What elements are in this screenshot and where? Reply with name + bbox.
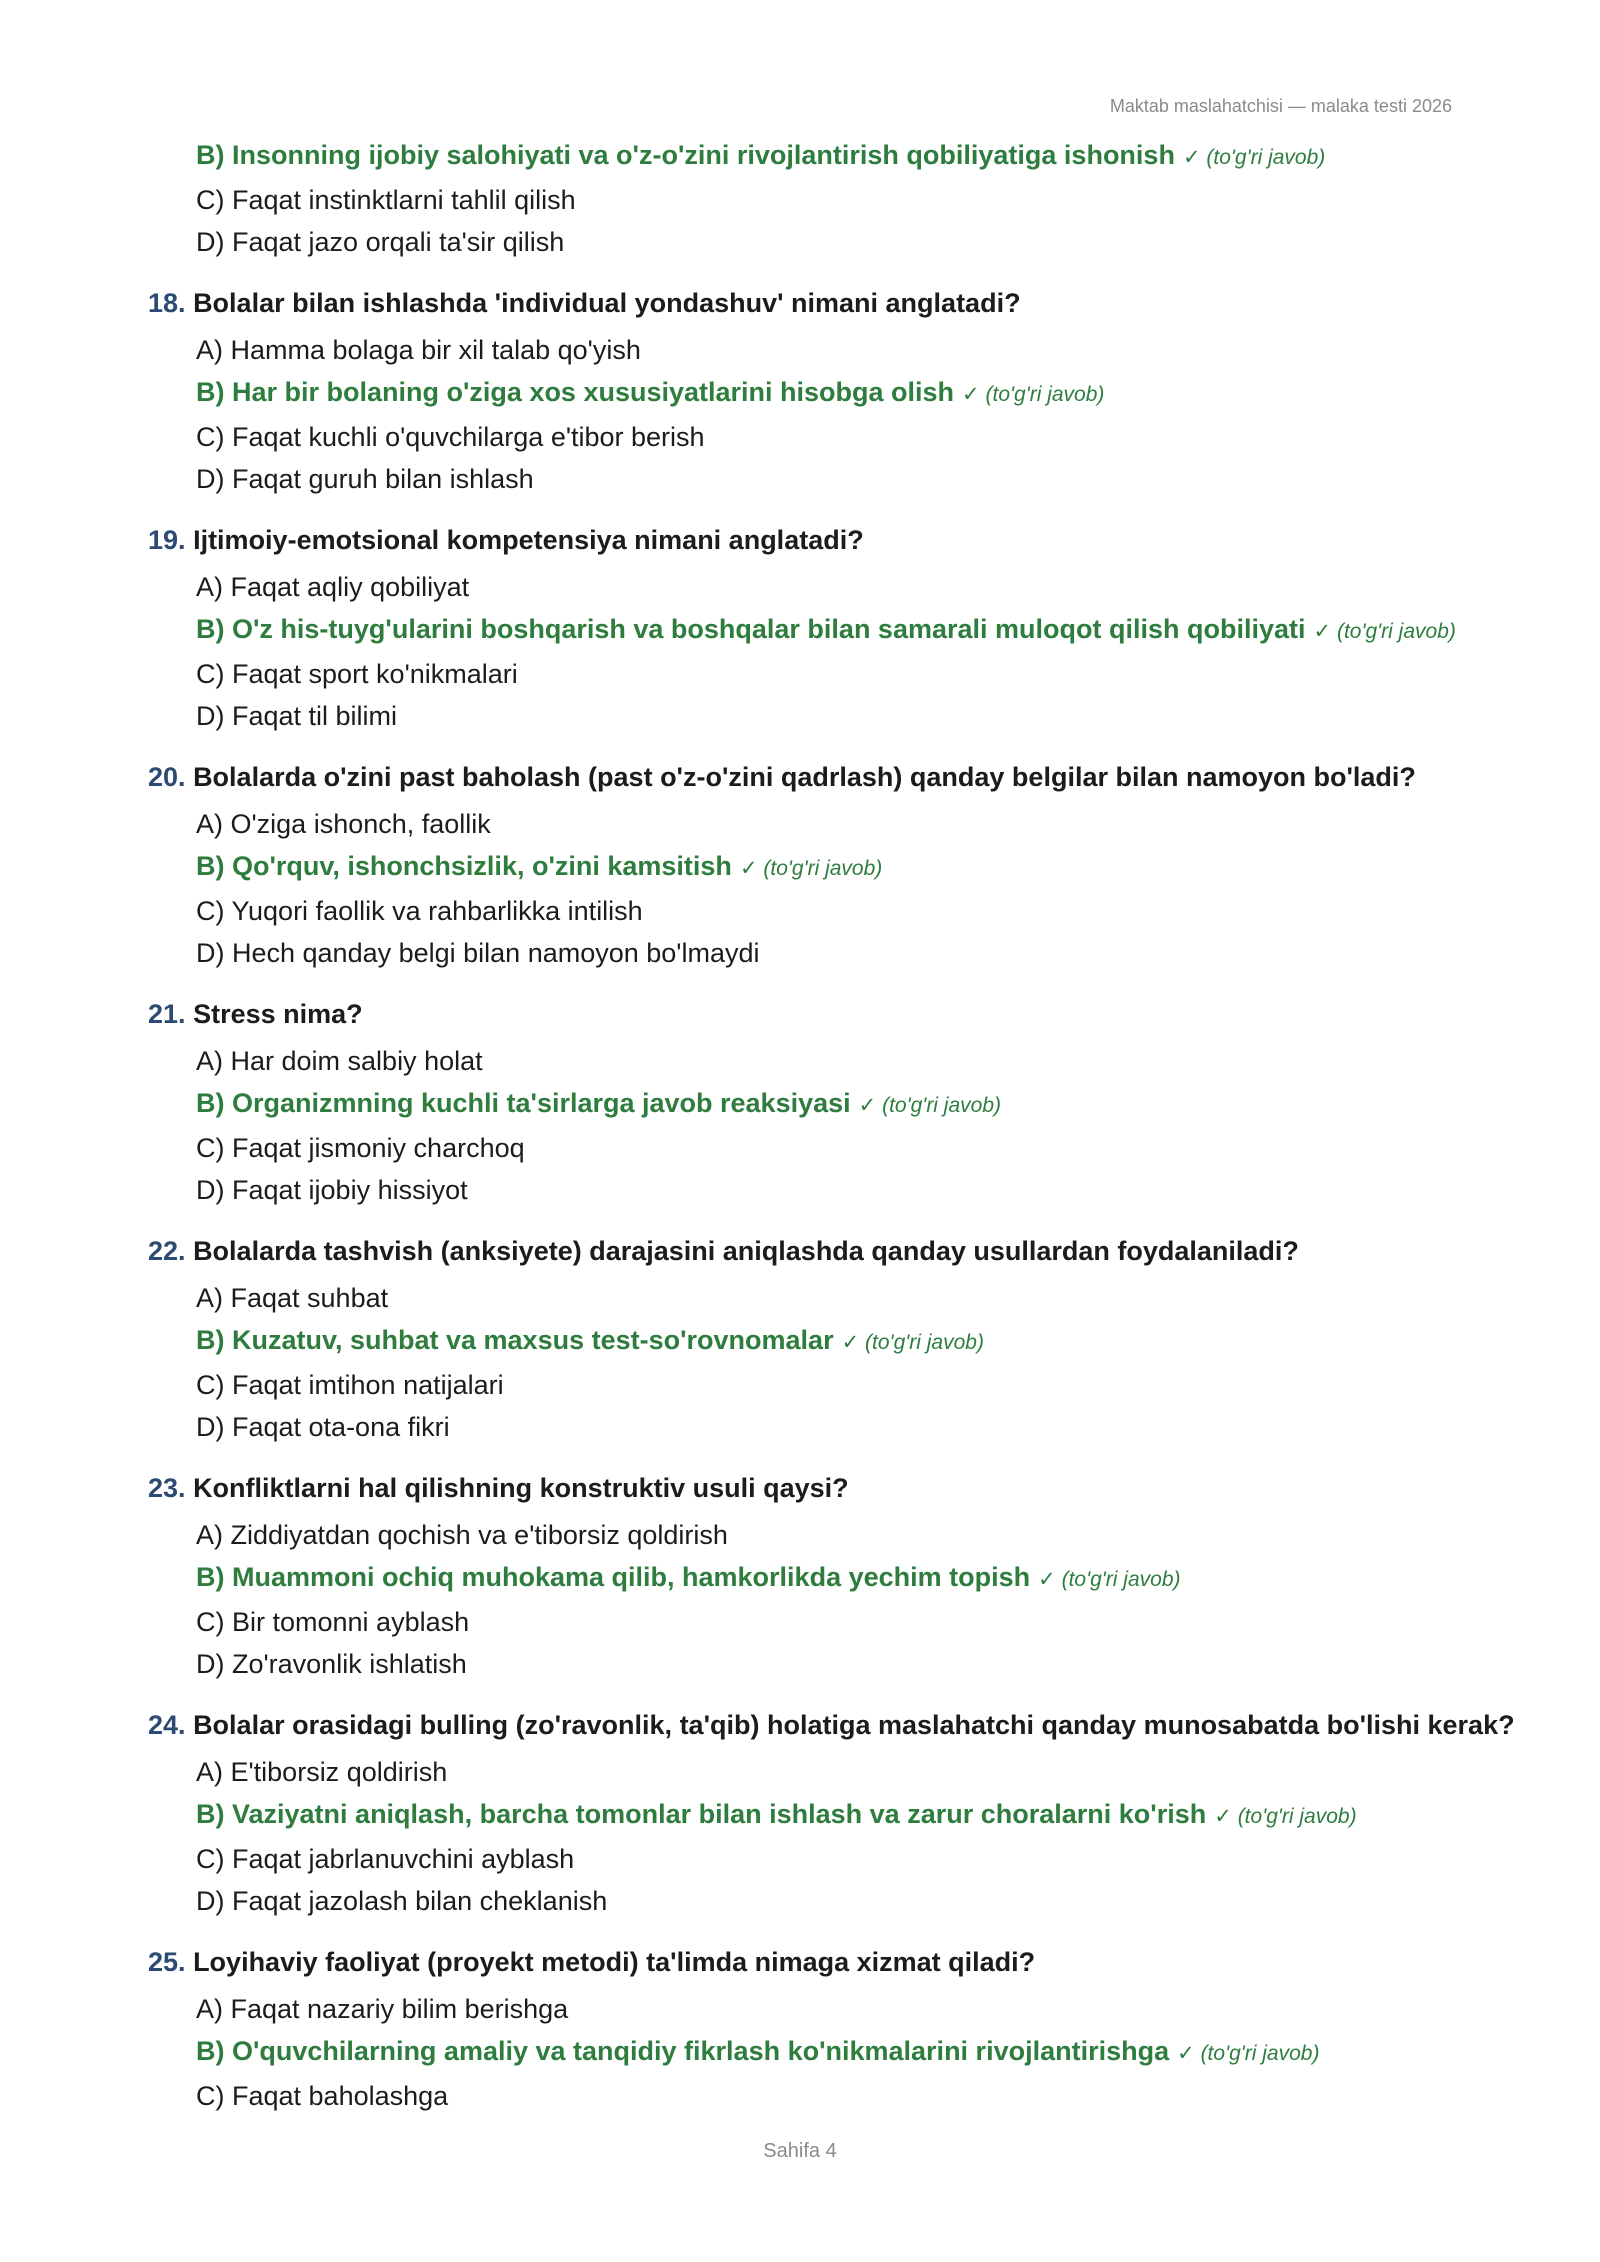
answer-option-correct <box>148 1793 1490 1838</box>
answer-option <box>148 221 1490 263</box>
option-text: A) Faqat suhbat <box>196 1283 389 1313</box>
option-text: C) Faqat jabrlanuvchini ayblash <box>196 1844 575 1874</box>
option-text: D) Faqat jazo orqali ta'sir qilish <box>196 227 565 257</box>
question-text: Stress nima? <box>193 999 363 1029</box>
question-number: 23. <box>148 1473 186 1503</box>
answer-option <box>148 179 1490 221</box>
option-text: D) Faqat til bilimi <box>196 701 398 731</box>
question-block <box>148 994 1490 1211</box>
question-heading <box>148 520 1490 560</box>
question-number: 20. <box>148 762 186 792</box>
question-number: 19. <box>148 525 186 555</box>
correct-answer-label: (to'g'ri javob) <box>1061 1568 1181 1591</box>
answer-option <box>148 1514 1490 1556</box>
answer-option <box>148 653 1490 695</box>
option-text: C) Bir tomonni ayblash <box>196 1607 470 1637</box>
option-text: A) E'tiborsiz qoldirish <box>196 1757 448 1787</box>
question-block <box>148 1942 1490 2117</box>
option-text: B) O'z his-tuyg'ularini boshqarish va boshqalar bilan samarali muloqot qilish qobiliyati <box>196 614 1306 644</box>
question-text: Bolalarda tashvish (anksiyete) darajasini aniqlashda qanday usullardan foydalaniladi? <box>193 1236 1299 1266</box>
correct-answer-mark <box>740 857 882 880</box>
question-text: Bolalar orasidagi bulling (zo'ravonlik, ta'qib) holatiga maslahatchi qanday munosabatda bo'lishi kerak? <box>193 1710 1515 1740</box>
question-block <box>148 1705 1515 1922</box>
answer-option <box>148 1040 1490 1082</box>
answer-option <box>148 329 1490 371</box>
question-text: Bolalar bilan ishlashda 'individual yondashuv' nimani anglatadi? <box>193 288 1021 318</box>
carryover-options <box>148 134 1490 263</box>
answer-option <box>148 416 1490 458</box>
answer-option <box>148 1601 1490 1643</box>
option-text: D) Faqat ota-ona fikri <box>196 1412 450 1442</box>
answer-option <box>148 1751 1490 1793</box>
question-heading <box>148 1468 1490 1508</box>
correct-answer-label: (to'g'ri javob) <box>985 383 1105 406</box>
answer-option <box>148 566 1490 608</box>
answer-option <box>148 1364 1490 1406</box>
answer-option-correct <box>148 134 1490 179</box>
option-text: C) Faqat sport ko'nikmalari <box>196 659 518 689</box>
option-text: A) Faqat aqliy qobiliyat <box>196 572 470 602</box>
option-text: C) Yuqori faollik va rahbarlikka intilish <box>196 896 643 926</box>
option-text: C) Faqat imtihon natijalari <box>196 1370 504 1400</box>
answer-option <box>148 695 1490 737</box>
question-block <box>148 757 1490 974</box>
question-number: 25. <box>148 1947 186 1977</box>
answer-option <box>148 458 1490 500</box>
question-heading <box>148 1705 1515 1745</box>
option-text: B) Har bir bolaning o'ziga xos xususiyatlarini hisobga olish <box>196 377 955 407</box>
correct-answer-label: (to'g'ri javob) <box>1237 1805 1357 1828</box>
question-number: 24. <box>148 1710 186 1740</box>
option-text: A) Ziddiyatdan qochish va e'tiborsiz qoldirish <box>196 1520 728 1550</box>
answer-option <box>148 1988 1490 2030</box>
answer-option-correct <box>148 1556 1490 1601</box>
question-block <box>148 520 1490 737</box>
checkmark-icon: ✓ <box>858 1094 877 1117</box>
option-text: B) Qo'rquv, ishonchsizlik, o'zini kamsitish <box>196 851 732 881</box>
answer-option <box>148 1880 1490 1922</box>
correct-answer-label: (to'g'ri javob) <box>1206 146 1326 169</box>
option-text: C) Faqat baholashga <box>196 2081 449 2111</box>
question-block <box>148 1468 1490 1685</box>
answer-option <box>148 1277 1490 1319</box>
option-text: D) Faqat jazolash bilan cheklanish <box>196 1886 608 1916</box>
option-text: A) Har doim salbiy holat <box>196 1046 483 1076</box>
answer-option <box>148 803 1490 845</box>
question-text: Bolalarda o'zini past baholash (past o'z-o'zini qadrlash) qanday belgilar bilan namoyon bo'ladi? <box>193 762 1416 792</box>
checkmark-icon: ✓ <box>1182 146 1201 169</box>
answer-option-correct <box>148 1082 1490 1127</box>
correct-answer-label: (to'g'ri javob) <box>1200 2042 1320 2065</box>
answer-option <box>148 1838 1490 1880</box>
option-text: B) Kuzatuv, suhbat va maxsus test-so'rovnomalar <box>196 1325 834 1355</box>
correct-answer-mark <box>859 1094 1001 1117</box>
question-text: Konfliktlarni hal qilishning konstruktiv usuli qaysi? <box>193 1473 849 1503</box>
question-text: Ijtimoiy-emotsional kompetensiya nimani anglatadi? <box>193 525 864 555</box>
correct-answer-label: (to'g'ri javob) <box>763 857 883 880</box>
option-text: D) Faqat ijobiy hissiyot <box>196 1175 468 1205</box>
option-text: B) Muammoni ochiq muhokama qilib, hamkorlikda yechim topish <box>196 1562 1031 1592</box>
checkmark-icon: ✓ <box>1313 620 1332 643</box>
answer-option <box>148 1643 1490 1685</box>
checkmark-icon: ✓ <box>962 383 980 406</box>
answer-option-correct <box>148 2030 1490 2075</box>
option-text: A) O'ziga ishonch, faollik <box>196 809 491 839</box>
question-block <box>148 1231 1490 1448</box>
correct-answer-label: (to'g'ri javob) <box>1336 620 1456 643</box>
correct-answer-label: (to'g'ri javob) <box>882 1094 1002 1117</box>
checkmark-icon: ✓ <box>1214 1805 1232 1828</box>
question-number: 18. <box>148 288 186 318</box>
answer-option <box>148 932 1490 974</box>
question-heading <box>148 994 1490 1034</box>
answer-option <box>148 1127 1490 1169</box>
option-text: A) Hamma bolaga bir xil talab qo'yish <box>196 335 641 365</box>
question-number: 21. <box>148 999 186 1029</box>
checkmark-icon: ✓ <box>841 1331 860 1354</box>
answer-option-correct <box>148 1319 1490 1364</box>
option-text: C) Faqat kuchli o'quvchilarga e'tibor berish <box>196 422 705 452</box>
page-header: Maktab maslahatchisi — malaka testi 2026 <box>1109 96 1452 116</box>
answer-option-correct <box>148 608 1490 653</box>
question-heading <box>148 757 1490 797</box>
question-heading <box>148 283 1490 323</box>
correct-answer-mark <box>1038 1568 1180 1591</box>
option-text: D) Zo'ravonlik ishlatish <box>196 1649 467 1679</box>
option-text: B) Insonning ijobiy salohiyati va o'z-o'zini rivojlantirish qobiliyatiga ishonish <box>196 140 1175 170</box>
option-text: C) Faqat jismoniy charchoq <box>196 1133 525 1163</box>
option-text: B) Organizmning kuchli ta'sirlarga javob reaksiyasi <box>196 1088 851 1118</box>
question-block <box>148 283 1490 500</box>
correct-answer-mark <box>962 383 1104 406</box>
question-heading <box>148 1942 1490 1982</box>
answer-option <box>148 1169 1490 1211</box>
correct-answer-mark <box>1183 146 1325 169</box>
questions <box>148 283 1515 2117</box>
option-text: D) Faqat guruh bilan ishlash <box>196 464 534 494</box>
answer-option <box>148 2075 1490 2117</box>
option-text: D) Hech qanday belgi bilan namoyon bo'lmaydi <box>196 938 760 968</box>
option-text: C) Faqat instinktlarni tahlil qilish <box>196 185 576 215</box>
question-number: 22. <box>148 1236 186 1266</box>
answer-option-correct <box>148 845 1490 890</box>
answer-option <box>148 890 1490 932</box>
option-text: B) Vaziyatni aniqlash, barcha tomonlar bilan ishlash va zarur choralarni ko'rish <box>196 1799 1207 1829</box>
option-text: B) O'quvchilarning amaliy va tanqidiy fikrlash ko'nikmalarini rivojlantirishga <box>196 2036 1170 2066</box>
answer-option <box>148 1406 1490 1448</box>
checkmark-icon: ✓ <box>1038 1568 1056 1591</box>
option-text: A) Faqat nazariy bilim berishga <box>196 1994 569 2024</box>
checkmark-icon: ✓ <box>739 857 758 880</box>
question-text: Loyihaviy faoliyat (proyekt metodi) ta'limda nimaga xizmat qiladi? <box>193 1947 1036 1977</box>
answer-option-correct <box>148 371 1490 416</box>
page-number: Sahifa 4 <box>763 2140 837 2162</box>
question-heading <box>148 1231 1490 1271</box>
correct-answer-mark <box>1214 1805 1356 1828</box>
correct-answer-mark <box>842 1331 984 1354</box>
checkmark-icon: ✓ <box>1177 2042 1195 2065</box>
correct-answer-label: (to'g'ri javob) <box>865 1331 984 1354</box>
correct-answer-mark <box>1177 2042 1319 2065</box>
question-list <box>148 134 1515 2117</box>
correct-answer-mark <box>1314 620 1456 643</box>
